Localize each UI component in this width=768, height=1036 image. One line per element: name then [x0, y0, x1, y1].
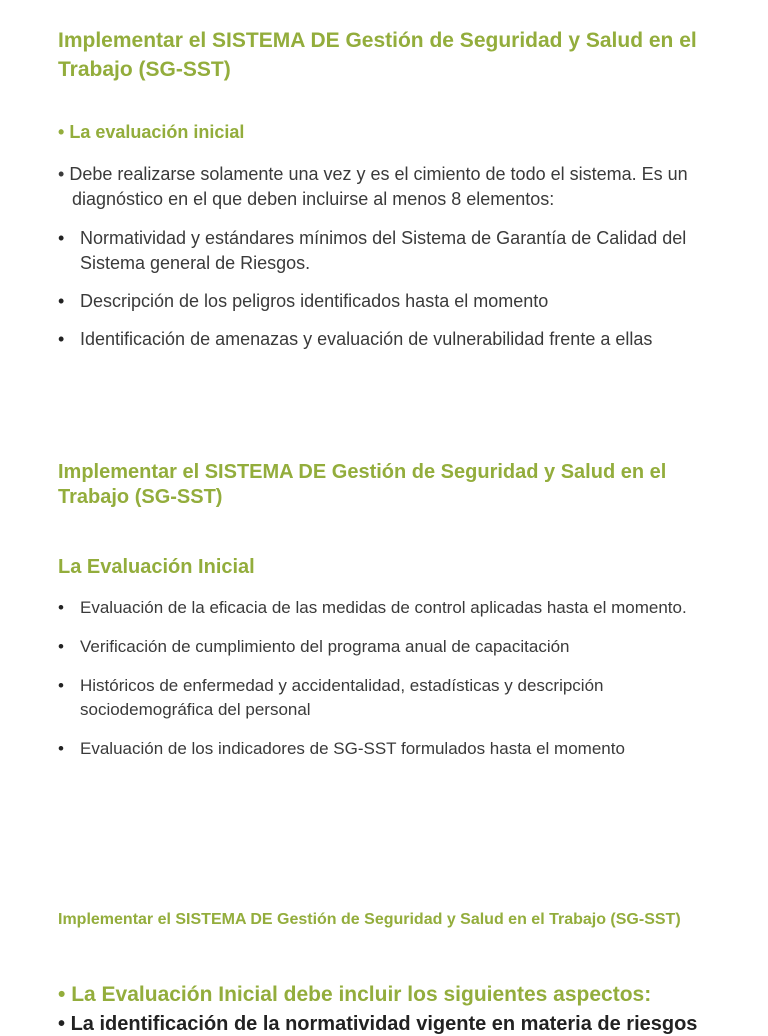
- bullet-icon: •: [58, 598, 64, 617]
- list-item-text: Normatividad y estándares mínimos del Sistema de Garantía de Calidad del Sistema general de Riesgos.: [80, 228, 687, 273]
- list-item: [58, 327, 718, 352]
- list-item-text: Verificación de cumplimiento del programa anual de capacitación: [80, 637, 570, 656]
- slide-1-title: Implementar el SISTEMA DE Gestión de Seguridad y Salud en el Trabajo (SG-SST): [58, 29, 697, 81]
- slide-1-intro: [58, 162, 732, 212]
- list-item-text: Evaluación de la eficacia de las medidas de control aplicadas hasta el momento.: [80, 598, 687, 617]
- slide-1-list: [58, 226, 718, 365]
- slide-3-partial-text: La identificación de la normatividad vigente en materia de riesgos: [70, 1013, 698, 1035]
- bullet-icon: •: [58, 676, 64, 695]
- list-item-text: Descripción de los peligros identificados hasta el momento: [80, 291, 549, 311]
- list-item: [58, 635, 718, 659]
- bullet-icon: •: [58, 1013, 66, 1035]
- list-item-text: Evaluación de los indicadores de SG-SST formulados hasta el momento: [80, 739, 625, 758]
- list-item-text: Identificación de amenazas y evaluación de vulnerabilidad frente a ellas: [80, 329, 653, 349]
- list-item-text: Históricos de enfermedad y accidentalidad, estadísticas y descripción sociodemográfica del personal: [80, 676, 604, 719]
- slide-1-subheading: [58, 121, 244, 143]
- bullet-icon: •: [58, 739, 64, 758]
- bullet-icon: •: [58, 983, 66, 1006]
- bullet-icon: •: [58, 291, 65, 311]
- list-item: [58, 226, 718, 276]
- slide-3-subheading: [58, 982, 651, 1008]
- bullet-icon: •: [58, 122, 65, 142]
- slide-2-list: [58, 596, 718, 776]
- bullet-icon: •: [58, 228, 65, 248]
- slide-3-title: Implementar el SISTEMA DE Gestión de Seguridad y Salud en el Trabajo (SG-SST): [58, 911, 681, 928]
- slide-1-intro-text: Debe realizarse solamente una vez y es el cimiento de todo el sistema. Es un diagnóstico en el que deben incluirse al menos 8 elementos:: [69, 164, 688, 209]
- list-item: [58, 674, 718, 722]
- bullet-icon: •: [58, 164, 65, 184]
- bullet-icon: •: [58, 329, 65, 349]
- slide-2-title: Implementar el SISTEMA DE Gestión de Seguridad y Salud en el Trabajo (SG-SST): [58, 461, 667, 508]
- slide-3-partial-line: [58, 1012, 738, 1036]
- slide-1-subheading-text: La evaluación inicial: [69, 122, 245, 142]
- slide-3-subheading-text: La Evaluación Inicial debe incluir los siguientes aspectos:: [71, 983, 652, 1006]
- list-item: [58, 289, 718, 314]
- bullet-icon: •: [58, 637, 64, 656]
- slide-2-subheading: La Evaluación Inicial: [58, 556, 255, 578]
- list-item: [58, 596, 718, 620]
- list-item: [58, 737, 718, 761]
